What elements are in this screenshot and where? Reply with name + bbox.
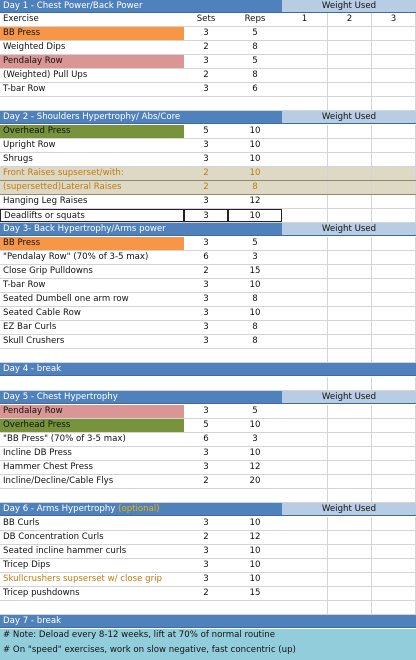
sets-value[interactable]: 2 [203,70,209,80]
weight-cell-3[interactable] [372,279,416,292]
exercise-name[interactable]: Front Raises supserset/with: [3,168,124,178]
day3-row [0,265,416,279]
sets-value[interactable]: 3 [203,546,209,556]
note-row [0,629,416,644]
weight-cell-3[interactable] [372,237,416,250]
exercise-name[interactable]: Pendalay Row [0,55,184,68]
weight-cell-2[interactable] [328,41,372,54]
weight-cell-1[interactable] [282,251,328,264]
day2-row [0,195,416,209]
weight-cell-1[interactable] [282,69,328,82]
weight-cell-2[interactable] [328,279,372,292]
reps-value[interactable]: 10 [249,518,261,528]
weight-cell-1[interactable] [282,55,328,68]
reps-value[interactable]: 3 [252,434,258,444]
weight-cell-3[interactable] [372,41,416,54]
weight-cell-3[interactable] [372,181,416,194]
reps-value[interactable]: 10 [228,209,282,222]
weight-cell-3[interactable] [372,195,416,208]
exercise-name[interactable]: Overhead Press [0,419,184,432]
weight-cell-2[interactable] [328,293,372,306]
day2-row [0,125,416,139]
exercise-name[interactable]: Upright Row [3,140,56,150]
sets-value[interactable]: 3 [203,322,209,332]
blank-row [0,489,416,503]
section-title [0,503,282,515]
weight-cell-2[interactable] [328,209,372,222]
day1-row [0,55,416,69]
weight-cell-2[interactable] [328,573,372,586]
reps-value[interactable]: 20 [249,476,261,486]
day3-row [0,293,416,307]
weight-cell-1[interactable] [282,265,328,278]
weight-cell-3[interactable] [372,69,416,82]
sets-value[interactable]: 5 [203,420,209,430]
sets-value[interactable]: 3 [203,196,209,206]
col-1: 1 [282,13,328,26]
exercise-name[interactable]: T-bar Row [3,280,46,290]
weight-cell-3[interactable] [372,153,416,166]
reps-value[interactable]: 5 [252,56,258,66]
reps-value[interactable]: 3 [252,252,258,262]
sets-value[interactable]: 6 [203,252,209,262]
weight-cell-3[interactable] [372,209,416,222]
reps-value[interactable]: 10 [249,168,261,178]
weight-cell-1[interactable] [282,377,328,390]
exercise-name[interactable]: Weighted Dips [3,42,66,52]
weight-cell-3[interactable] [372,349,416,362]
day3-header [0,223,416,236]
note-text: # On "speed" exercises, work on slow negative, fast concentric (up) [3,645,296,655]
weight-cell-3[interactable] [372,265,416,278]
weight-cell-2[interactable] [328,83,372,96]
exercise-name[interactable]: BB Curls [3,518,40,528]
reps-value[interactable]: 10 [249,140,261,150]
weight-used-header: Weight Used [282,391,416,403]
weight-cell-2[interactable] [328,531,372,544]
weight-cell-3[interactable] [372,27,416,40]
exercise-name[interactable]: Hammer Chest Press [3,462,93,472]
day6-row [0,517,416,531]
sets-value[interactable]: 3 [203,238,209,248]
weight-cell-3[interactable] [372,55,416,68]
weight-cell-2[interactable] [328,377,372,390]
weight-cell-2[interactable] [328,601,372,614]
reps-value[interactable]: 12 [249,532,261,542]
note-row [0,644,416,660]
exercise-name[interactable]: "Pendalay Row" (70% of 3-5 max) [3,252,149,262]
weight-cell-1[interactable] [282,139,328,152]
reps-value[interactable]: 10 [249,126,261,136]
sets-value[interactable]: 3 [203,294,209,304]
weight-cell-1[interactable] [282,83,328,96]
weight-cell-1[interactable] [282,41,328,54]
weight-cell-1[interactable] [282,461,328,474]
day3-row [0,321,416,335]
weight-cell-2[interactable] [328,545,372,558]
weight-cell-1[interactable] [282,97,328,110]
sets-value[interactable]: 3 [184,209,228,222]
weight-cell-2[interactable] [328,69,372,82]
col-exercise: Exercise [3,14,39,24]
weight-cell-1[interactable] [282,293,328,306]
weight-cell-3[interactable] [372,377,416,390]
weight-cell-3[interactable] [372,545,416,558]
exercise-name[interactable]: Overhead Press [0,125,184,138]
sets-value[interactable]: 3 [203,560,209,570]
weight-cell-1[interactable] [282,209,328,222]
weight-cell-3[interactable] [372,419,416,432]
section-title: Day 1 - Chest Power/Back Power [3,1,143,11]
sets-value[interactable]: 3 [203,448,209,458]
weight-cell-1[interactable] [282,531,328,544]
section-title: Day 3- Back Hypertrophy/Arms power [3,224,166,234]
weight-cell-2[interactable] [328,405,372,418]
reps-value[interactable]: 10 [249,308,261,318]
weight-cell-1[interactable] [282,517,328,530]
weight-cell-3[interactable] [372,125,416,138]
col-sets: Sets [196,14,216,24]
weight-cell-3[interactable] [372,307,416,320]
weight-cell-1[interactable] [282,335,328,348]
weight-cell-2[interactable] [328,97,372,110]
weight-cell-1[interactable] [282,573,328,586]
section-title: Day 2 - Shoulders Hypertrophy/ Abs/Core [3,112,181,122]
weight-used-header: Weight Used [282,111,416,123]
reps-value[interactable]: 8 [252,42,258,52]
weight-cell-3[interactable] [372,573,416,586]
reps-value[interactable]: 10 [249,420,261,430]
weight-cell-1[interactable] [282,447,328,460]
exercise-name[interactable]: Deadlifts or squats [0,209,184,222]
weight-cell-2[interactable] [328,447,372,460]
exercise-name[interactable]: "BB Press" (70% of 3-5 max) [3,434,126,444]
reps-value[interactable]: 5 [252,28,258,38]
blank-row [0,377,416,391]
section-title: Day 5 - Chest Hypertrophy [3,392,118,402]
sets-value[interactable]: 3 [203,518,209,528]
weight-cell-2[interactable] [328,559,372,572]
weight-cell-3[interactable] [372,475,416,488]
sets-value[interactable]: 3 [203,308,209,318]
reps-value[interactable]: 5 [252,406,258,416]
exercise-name[interactable]: Hanging Leg Raises [3,196,88,206]
weight-cell-2[interactable] [328,55,372,68]
weight-cell-3[interactable] [372,251,416,264]
sets-value[interactable]: 3 [203,280,209,290]
blank-row [0,349,416,363]
note-text: # Note: Deload every 8-12 weeks, lift at 70% of normal routine [3,630,276,640]
weight-cell-2[interactable] [328,433,372,446]
day6-row [0,531,416,545]
sets-value[interactable]: 3 [203,140,209,150]
weight-cell-3[interactable] [372,587,416,600]
weight-cell-1[interactable] [282,587,328,600]
sets-value[interactable]: 2 [203,532,209,542]
sets-value[interactable]: 2 [203,182,209,192]
sets-value[interactable]: 2 [203,588,209,598]
weight-cell-2[interactable] [328,167,372,180]
sets-value[interactable]: 2 [203,266,209,276]
reps-value[interactable]: 8 [252,294,258,304]
sets-value[interactable]: 2 [203,168,209,178]
reps-value[interactable]: 8 [252,322,258,332]
reps-value[interactable]: 15 [249,588,261,598]
weight-cell-2[interactable] [328,237,372,250]
weight-cell-2[interactable] [328,475,372,488]
sets-value[interactable]: 5 [203,126,209,136]
weight-cell-3[interactable] [372,139,416,152]
exercise-name[interactable]: Close Grip Pulldowns [3,266,93,276]
weight-cell-2[interactable] [328,153,372,166]
weight-cell-3[interactable] [372,531,416,544]
reps-value[interactable]: 10 [249,280,261,290]
weight-cell-2[interactable] [328,419,372,432]
weight-cell-3[interactable] [372,83,416,96]
day2-row [0,181,416,195]
sets-value[interactable]: 3 [203,462,209,472]
weight-cell-2[interactable] [328,517,372,530]
weight-cell-2[interactable] [328,307,372,320]
day6-header [0,503,416,516]
exercise-name[interactable]: Tricep pushdowns [3,588,80,598]
weight-cell-1[interactable] [282,475,328,488]
weight-cell-1[interactable] [282,125,328,138]
sets-value[interactable]: 2 [203,476,209,486]
day3-row [0,279,416,293]
blank-row [0,601,416,615]
exercise-name[interactable]: T-bar Row [3,84,46,94]
weight-cell-3[interactable] [372,433,416,446]
sets-value[interactable]: 6 [203,434,209,444]
day5-row [0,475,416,489]
exercise-name[interactable]: Seated Dumbell one arm row [3,294,129,304]
weight-cell-2[interactable] [328,489,372,502]
weight-cell-1[interactable] [282,167,328,180]
reps-value[interactable]: 10 [249,574,261,584]
section-title: Day 4 - break [3,364,62,374]
exercise-name[interactable]: Skullcrushers supserset w/ close grip [3,574,162,584]
weight-cell-3[interactable] [372,97,416,110]
reps-value[interactable]: 5 [252,238,258,248]
exercise-name[interactable]: DB Concentration Curls [3,532,104,542]
weight-cell-2[interactable] [328,139,372,152]
day2-header [0,111,416,124]
weight-cell-1[interactable] [282,153,328,166]
weight-cell-2[interactable] [328,461,372,474]
weight-cell-2[interactable] [328,265,372,278]
weight-cell-1[interactable] [282,419,328,432]
section-title: Day 7 - break [3,616,62,626]
weight-cell-3[interactable] [372,517,416,530]
day1-row [0,69,416,83]
weight-cell-3[interactable] [372,461,416,474]
weight-used-header: Weight Used [282,503,416,515]
weight-cell-1[interactable] [282,195,328,208]
day7-header [0,615,416,628]
day5-row [0,419,416,433]
exercise-name[interactable]: Skull Crushers [3,336,65,346]
sets-value[interactable]: 2 [203,42,209,52]
weight-cell-2[interactable] [328,349,372,362]
exercise-name[interactable]: Incline DB Press [3,448,72,458]
sets-value[interactable]: 3 [203,406,209,416]
weight-cell-2[interactable] [328,587,372,600]
day3-row [0,335,416,349]
day5-row [0,405,416,419]
weight-cell-1[interactable] [282,181,328,194]
weight-cell-2[interactable] [328,335,372,348]
optional-label: (optional) [118,504,160,514]
exercise-name[interactable]: BB Press [0,27,184,40]
reps-value[interactable]: 8 [252,70,258,80]
sets-value[interactable]: 3 [203,336,209,346]
weight-cell-1[interactable] [282,559,328,572]
weight-cell-3[interactable] [372,489,416,502]
weight-cell-2[interactable] [328,125,372,138]
day1-row [0,41,416,55]
day5-row [0,433,416,447]
reps-value[interactable]: 10 [249,448,261,458]
col-reps: Reps [244,14,266,24]
exercise-name[interactable]: BB Press [0,237,184,250]
day3-row [0,237,416,251]
weight-cell-2[interactable] [328,181,372,194]
weight-cell-1[interactable] [282,489,328,502]
sets-value[interactable]: 3 [203,84,209,94]
day2-row [0,167,416,181]
sets-value[interactable]: 3 [203,574,209,584]
weight-cell-1[interactable] [282,601,328,614]
weight-used-header: Weight Used [282,0,416,12]
exercise-name[interactable]: Shrugs [3,154,33,164]
weight-cell-3[interactable] [372,559,416,572]
weight-cell-1[interactable] [282,405,328,418]
weight-cell-2[interactable] [328,321,372,334]
weight-cell-1[interactable] [282,321,328,334]
weight-cell-3[interactable] [372,321,416,334]
day6-row [0,573,416,587]
day1-row [0,27,416,41]
weight-cell-3[interactable] [372,405,416,418]
day1-header [0,0,416,13]
reps-value[interactable]: 15 [249,266,261,276]
section-title-text: Day 6 - Arms Hypertrophy [3,504,116,514]
col-2: 2 [328,13,372,26]
weight-cell-1[interactable] [282,27,328,40]
weight-used-header: Weight Used [282,223,416,235]
reps-value[interactable]: 8 [252,182,258,192]
col-3: 3 [372,13,416,26]
weight-cell-3[interactable] [372,293,416,306]
weight-cell-2[interactable] [328,195,372,208]
blank-row [0,97,416,111]
weight-cell-1[interactable] [282,349,328,362]
exercise-name[interactable]: (Weighted) Pull Ups [3,70,88,80]
weight-cell-2[interactable] [328,251,372,264]
reps-value[interactable]: 8 [252,336,258,346]
reps-value[interactable]: 10 [249,154,261,164]
day3-row [0,307,416,321]
day2-row [0,139,416,153]
reps-value[interactable]: 10 [249,560,261,570]
day5-row [0,447,416,461]
day6-row [0,545,416,559]
exercise-name[interactable]: Seated Cable Row [3,308,81,318]
sets-value[interactable]: 3 [203,28,209,38]
sets-value[interactable]: 3 [203,154,209,164]
day5-row [0,461,416,475]
weight-cell-3[interactable] [372,601,416,614]
exercise-name[interactable]: EZ Bar Curls [3,322,57,332]
day2-row [0,153,416,167]
weight-cell-1[interactable] [282,307,328,320]
weight-cell-2[interactable] [328,27,372,40]
day6-row [0,587,416,601]
day4-header [0,363,416,376]
weight-cell-3[interactable] [372,167,416,180]
exercise-name[interactable]: Pendalay Row [0,405,184,418]
exercise-name[interactable]: Seated incline hammer curls [3,546,127,556]
sets-value[interactable]: 3 [203,56,209,66]
column-header-row [0,13,416,27]
weight-cell-1[interactable] [282,433,328,446]
exercise-name[interactable]: Incline/Decline/Cable Flys [3,476,114,486]
reps-value[interactable]: 10 [249,546,261,556]
exercise-name[interactable]: Tricep Dips [3,560,51,570]
exercise-name[interactable]: (supersetted)Lateral Raises [3,182,122,192]
reps-value[interactable]: 12 [249,462,261,472]
day5-header [0,391,416,404]
day3-row [0,251,416,265]
day2-row [0,209,416,223]
reps-value[interactable]: 6 [252,84,258,94]
weight-cell-3[interactable] [372,447,416,460]
weight-cell-1[interactable] [282,237,328,250]
reps-value[interactable]: 12 [249,196,261,206]
day1-row [0,83,416,97]
weight-cell-3[interactable] [372,335,416,348]
weight-cell-1[interactable] [282,279,328,292]
weight-cell-1[interactable] [282,545,328,558]
day6-row [0,559,416,573]
